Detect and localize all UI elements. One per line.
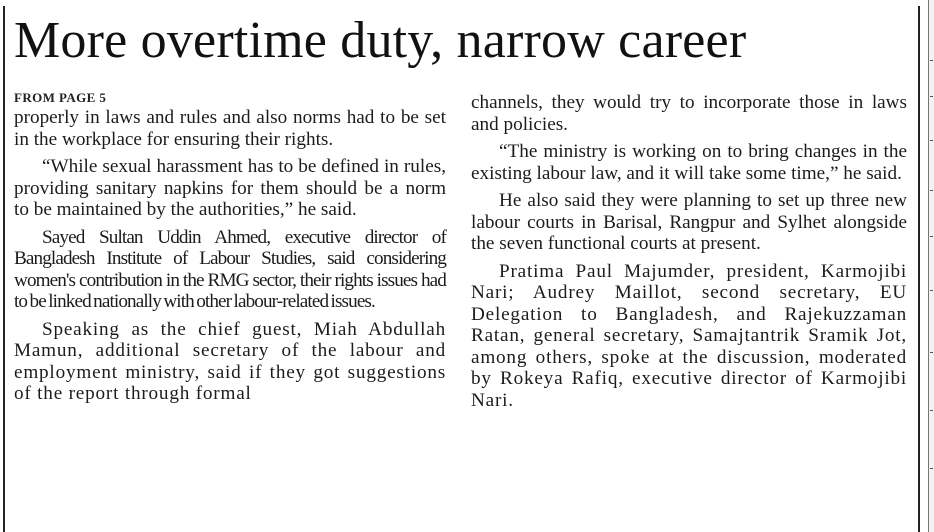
column-rule-left (3, 6, 5, 532)
paragraph: Speaking as the chief guest, Miah Abdullah Mamun, additional secretary of the labour and employment ministry, said if they got suggestions of the report through formal (14, 318, 446, 404)
paragraph: “While sexual harassment has to be defined in rules, providing sanitary napkins for them should be a norm to be maintained by the authorities,” he said. (14, 156, 446, 220)
paragraph: “The ministry is working on to bring changes in the existing labour law, and it will take some time,” he said. (471, 141, 907, 184)
adjacent-page-edge (928, 0, 934, 532)
paragraph: Sayed Sultan Uddin Ahmed, executive director of Bangladesh Institute of Labour Studies, said considering women's contribution in the RMG sector, their rights issues had to be linked nationally with other labour-related issues. (14, 226, 446, 312)
paragraph: channels, they would try to incorporate those in laws and policies. (471, 92, 907, 135)
paragraph: Pratima Paul Majumder, president, Karmojibi Nari; Audrey Maillot, second secretary, EU Delegation to Bangladesh, and Rajekuzzaman Ratan, general secretary, Samajtantrik Sramik Jot, among others, spoke at the discussion, moderated by Rokeya Rafiq, executive director of Karmojibi Nari. (471, 260, 907, 411)
jump-label: FROM PAGE 5 (14, 90, 107, 105)
article-column-right (471, 92, 907, 417)
column-rule-right (918, 6, 920, 532)
paragraph: properly in laws and rules and also norms had to be set in the workplace for ensuring their rights. (14, 107, 446, 150)
article-column-left (14, 90, 446, 411)
paragraph: He also said they were planning to set up three new labour courts in Barisal, Rangpur and Sylhet alongside the seven functional courts at present. (471, 190, 907, 254)
article-headline: More overtime duty, narrow career (14, 12, 747, 69)
